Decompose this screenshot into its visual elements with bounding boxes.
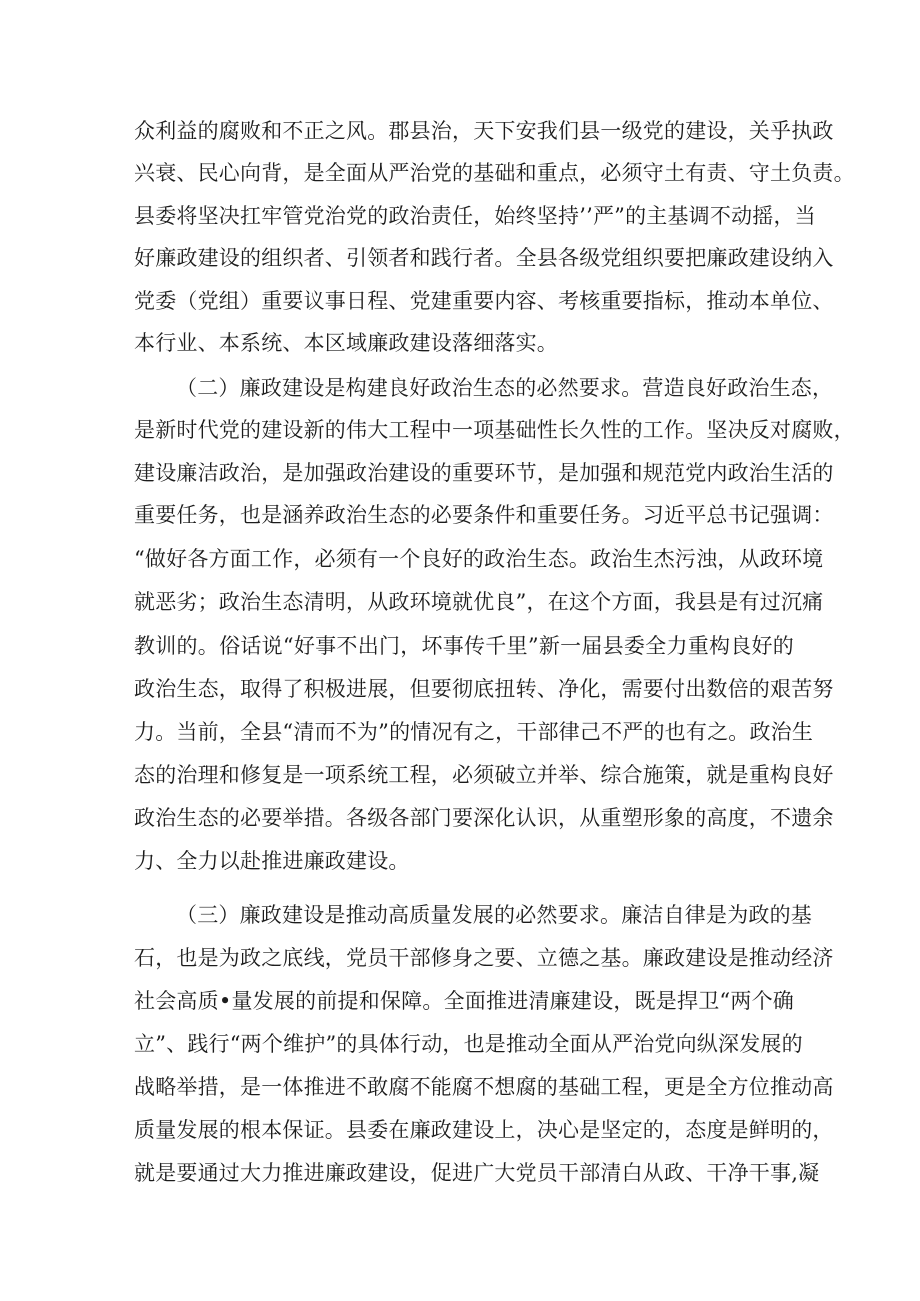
paragraph-heading-line: （二）廉政建设是构建良好政治生态的必然要求。营造良好政治生态，: [176, 376, 834, 400]
text-line: 众利益的腐败和不正之风。郡县治，天下安我们县一级党的建设，关乎执政: [134, 119, 834, 143]
text-line: 本行业、本系统、本区域廉政建设落细落实。: [134, 331, 558, 355]
text-line: 力、全力以赴推进廉政建设。: [134, 849, 410, 873]
text-line: 兴衰、民心向背，是全面从严治党的基础和重点，必须守土有责、守土负责。: [134, 161, 855, 185]
text-line: 重要任务，也是涵养政治生态的必要条件和重要任务。习近平总书记强调：: [134, 503, 834, 527]
text-line: 政治生态的必要举措。各级各部门要深化认识，从重塑形象的高度，不遗余: [134, 806, 834, 830]
text-line: “做好各方面工作，必须有一个良好的政治生态。政治生杰污浊，从政环境: [134, 547, 824, 571]
text-line: 战略举措，是一体推进不敢腐不能腐不想腐的基础工程，更是全方位推动高: [134, 1075, 834, 1099]
text-line: 政治生态，取得了积极进展，但要彻底扭转、净化，需要付出数倍的艰苦努: [134, 677, 834, 701]
text-line: 建设廉洁政治，是加强政治建设的重要环节，是加强和规范党内政治生活的: [134, 461, 834, 485]
text-line: 立”、践行“两个维护”的具体行动，也是推动全面从严治党向纵深发展的: [134, 1032, 803, 1056]
text-line: 社会高质•量发展的前提和保障。全面推进清廉建设，既是捍卫“两个确: [134, 989, 794, 1013]
text-line: 质量发展的根本保证。县委在廉政建设上，决心是坚定的，态度是鲜明的，: [134, 1118, 834, 1142]
text-line: 是新时代党的建设新的伟大工程中一项基础性长久性的工作。坚决反对腐败，: [134, 418, 855, 442]
text-line: 县委将坚决扛牢管党治党的政治责任，始终坚持’’严”的主基调不动摇，当: [134, 204, 816, 228]
text-line: 党委（党组）重要议事日程、党建重要内容、考核重要指标，推动本单位、: [134, 289, 834, 313]
text-line: 就恶劣；政治生态清明，从政环境就优良”，在这个方面，我县是有过沉痛: [134, 590, 824, 614]
text-line: 就是要通过大力推进廉政建设，促进广大党员干部清白从政、干净干事,凝: [134, 1161, 820, 1185]
text-line: 教训的。俗话说“好事不出门，坏事传千里”新一届县委全力重构良好的: [134, 634, 794, 658]
paragraph-heading-line: （三）廉政建设是推动高质量发展的必然要求。廉洁自律是为政的基: [176, 903, 812, 927]
text-line: 态的治理和修复是一项系统工程，必须破立并举、综合施策，就是重构良好: [134, 763, 834, 787]
text-line: 力。当前，全县“清而不为”的情况有之，干部律己不严的也有之。政治生: [134, 720, 814, 744]
text-line: 好廉政建设的组织者、引领者和践行者。全县各级党组织要把廉政建设纳入: [134, 246, 834, 270]
text-line: 石，也是为政之底线，党员干部修身之要、立德之基。廉政建设是推动经济: [134, 946, 834, 970]
